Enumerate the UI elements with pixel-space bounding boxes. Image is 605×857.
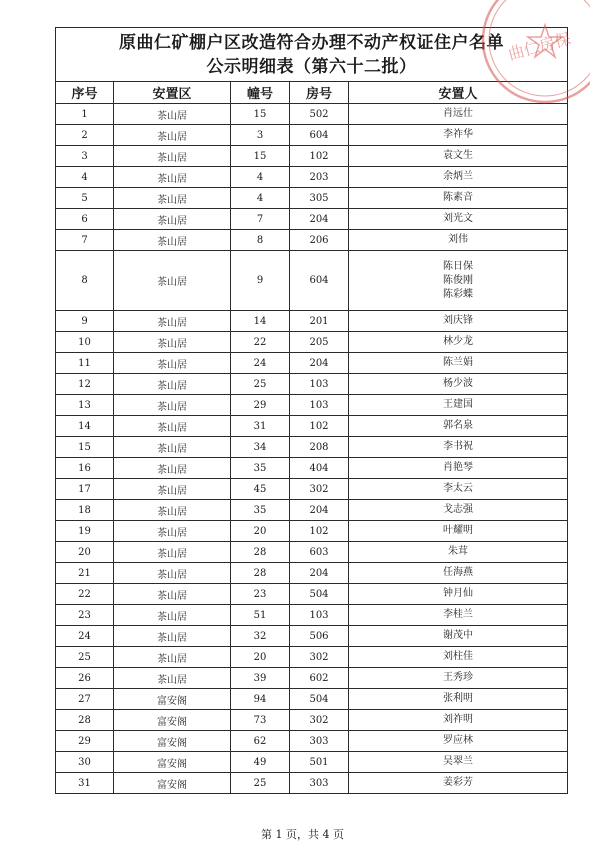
cell-no: 24 <box>56 626 114 647</box>
cell-resident <box>349 458 568 479</box>
cell-area: 富安阁 <box>114 752 231 773</box>
table-row <box>56 374 568 395</box>
cell-resident <box>349 626 568 647</box>
cell-building: 15 <box>231 104 290 125</box>
cell-resident <box>349 689 568 710</box>
resident-name: 肖艳琴 <box>443 462 474 473</box>
title-line-1: 原曲仁矿棚户区改造符合办理不动产权证住户名单 <box>119 32 505 53</box>
cell-room: 102 <box>290 521 349 542</box>
cell-no: 6 <box>56 209 114 230</box>
residents-table <box>55 27 568 794</box>
cell-no: 31 <box>56 773 114 794</box>
table-row <box>56 416 568 437</box>
cell-area: 富安阁 <box>114 731 231 752</box>
cell-area: 茶山居 <box>114 311 231 332</box>
cell-room: 201 <box>290 311 349 332</box>
table-row <box>56 332 568 353</box>
cell-building: 3 <box>231 125 290 146</box>
table-row <box>56 209 568 230</box>
resident-name: 袁文生 <box>443 150 474 161</box>
cell-resident <box>349 230 568 251</box>
table-row <box>56 668 568 689</box>
cell-area: 茶山居 <box>114 353 231 374</box>
cell-resident <box>349 668 568 689</box>
resident-name: 陈彩蝶 <box>443 288 474 300</box>
cell-room: 102 <box>290 416 349 437</box>
cell-no: 7 <box>56 230 114 251</box>
cell-building: 25 <box>231 773 290 794</box>
cell-no: 1 <box>56 104 114 125</box>
cell-resident <box>349 647 568 668</box>
resident-name: 罗应林 <box>443 735 474 746</box>
title-line-2: 公示明细表（第六十二批） <box>206 56 417 77</box>
resident-name: 刘伟 <box>448 234 469 245</box>
resident-name: 李太云 <box>443 483 474 494</box>
resident-name: 肖远仕 <box>443 108 474 119</box>
table-row <box>56 479 568 500</box>
resident-name: 姜彩芳 <box>443 777 474 788</box>
table-row <box>56 626 568 647</box>
cell-no: 26 <box>56 668 114 689</box>
cell-no: 16 <box>56 458 114 479</box>
table-row <box>56 251 568 311</box>
cell-room: 302 <box>290 647 349 668</box>
cell-building: 24 <box>231 353 290 374</box>
cell-resident <box>349 563 568 584</box>
cell-area: 茶山居 <box>114 125 231 146</box>
cell-room: 501 <box>290 752 349 773</box>
cell-no: 3 <box>56 146 114 167</box>
header-no: 序号 <box>56 82 114 104</box>
cell-building: 4 <box>231 167 290 188</box>
table-row <box>56 146 568 167</box>
cell-building: 28 <box>231 542 290 563</box>
table-row <box>56 731 568 752</box>
cell-area: 茶山居 <box>114 542 231 563</box>
cell-resident <box>349 773 568 794</box>
cell-resident <box>349 521 568 542</box>
cell-building: 4 <box>231 188 290 209</box>
cell-area: 茶山居 <box>114 521 231 542</box>
cell-area: 茶山居 <box>114 167 231 188</box>
resident-name: 林少龙 <box>443 336 474 347</box>
cell-room: 102 <box>290 146 349 167</box>
cell-no: 25 <box>56 647 114 668</box>
cell-building: 20 <box>231 521 290 542</box>
resident-name: 杨少波 <box>443 378 474 389</box>
table-row <box>56 521 568 542</box>
cell-no: 30 <box>56 752 114 773</box>
table-row <box>56 437 568 458</box>
resident-name: 张利明 <box>443 693 474 704</box>
cell-no: 13 <box>56 395 114 416</box>
cell-room: 204 <box>290 563 349 584</box>
cell-room: 203 <box>290 167 349 188</box>
cell-area: 茶山居 <box>114 647 231 668</box>
table-row <box>56 311 568 332</box>
cell-resident <box>349 395 568 416</box>
cell-building: 7 <box>231 209 290 230</box>
header-building: 幢号 <box>231 82 290 104</box>
cell-resident <box>349 311 568 332</box>
table-row <box>56 542 568 563</box>
resident-name: 钟月仙 <box>443 588 474 599</box>
cell-room: 103 <box>290 374 349 395</box>
cell-building: 32 <box>231 626 290 647</box>
cell-building: 49 <box>231 752 290 773</box>
cell-building: 9 <box>231 251 290 311</box>
cell-no: 14 <box>56 416 114 437</box>
resident-name: 李桂兰 <box>443 609 474 620</box>
resident-name: 李祚华 <box>443 129 474 140</box>
cell-room: 502 <box>290 104 349 125</box>
table-row <box>56 458 568 479</box>
table-row <box>56 773 568 794</box>
table-row <box>56 710 568 731</box>
cell-room: 504 <box>290 689 349 710</box>
header-area: 安置区 <box>114 82 231 104</box>
cell-room: 604 <box>290 251 349 311</box>
cell-resident <box>349 374 568 395</box>
cell-area: 茶山居 <box>114 104 231 125</box>
cell-resident <box>349 500 568 521</box>
cell-resident <box>349 125 568 146</box>
resident-name: 王秀珍 <box>443 672 474 683</box>
resident-name: 谢茂中 <box>443 630 474 641</box>
cell-no: 11 <box>56 353 114 374</box>
header-resident: 安置人 <box>349 82 568 104</box>
cell-room: 303 <box>290 773 349 794</box>
cell-resident <box>349 731 568 752</box>
cell-area: 茶山居 <box>114 332 231 353</box>
cell-building: 20 <box>231 647 290 668</box>
table-row <box>56 353 568 374</box>
cell-building: 25 <box>231 374 290 395</box>
cell-resident <box>349 752 568 773</box>
cell-building: 8 <box>231 230 290 251</box>
header-room: 房号 <box>290 82 349 104</box>
table-row <box>56 689 568 710</box>
resident-name: 叶耀明 <box>443 525 474 536</box>
cell-room: 103 <box>290 605 349 626</box>
resident-name: 陈日保 <box>443 260 474 272</box>
cell-building: 39 <box>231 668 290 689</box>
table-row <box>56 584 568 605</box>
cell-no: 17 <box>56 479 114 500</box>
cell-room: 602 <box>290 668 349 689</box>
cell-room: 404 <box>290 458 349 479</box>
cell-area: 茶山居 <box>114 479 231 500</box>
cell-room: 302 <box>290 710 349 731</box>
table-row <box>56 500 568 521</box>
cell-building: 35 <box>231 500 290 521</box>
cell-room: 506 <box>290 626 349 647</box>
cell-resident <box>349 332 568 353</box>
cell-building: 35 <box>231 458 290 479</box>
cell-building: 94 <box>231 689 290 710</box>
table-row <box>56 647 568 668</box>
cell-area: 茶山居 <box>114 458 231 479</box>
cell-area: 茶山居 <box>114 374 231 395</box>
page-footer: 第 1 页，共 4 页 <box>261 828 344 841</box>
cell-resident <box>349 251 568 311</box>
cell-resident <box>349 353 568 374</box>
cell-room: 208 <box>290 437 349 458</box>
cell-room: 204 <box>290 500 349 521</box>
cell-room: 206 <box>290 230 349 251</box>
table-row <box>56 563 568 584</box>
cell-no: 22 <box>56 584 114 605</box>
cell-area: 茶山居 <box>114 605 231 626</box>
table-row <box>56 230 568 251</box>
cell-resident <box>349 167 568 188</box>
cell-no: 10 <box>56 332 114 353</box>
table-row <box>56 104 568 125</box>
cell-building: 22 <box>231 332 290 353</box>
table-row <box>56 188 568 209</box>
resident-name: 刘光文 <box>443 213 474 224</box>
cell-room: 302 <box>290 479 349 500</box>
resident-name: 余炳兰 <box>443 171 474 182</box>
cell-no: 15 <box>56 437 114 458</box>
cell-building: 62 <box>231 731 290 752</box>
cell-room: 204 <box>290 353 349 374</box>
resident-name: 王建国 <box>443 399 474 410</box>
cell-area: 茶山居 <box>114 668 231 689</box>
resident-name: 吴翠兰 <box>443 756 474 767</box>
cell-area: 茶山居 <box>114 626 231 647</box>
cell-no: 23 <box>56 605 114 626</box>
resident-name: 李书祝 <box>443 441 474 452</box>
cell-area: 茶山居 <box>114 188 231 209</box>
cell-area: 茶山居 <box>114 230 231 251</box>
cell-no: 20 <box>56 542 114 563</box>
cell-building: 28 <box>231 563 290 584</box>
cell-resident <box>349 104 568 125</box>
cell-area: 茶山居 <box>114 146 231 167</box>
cell-building: 45 <box>231 479 290 500</box>
resident-name: 陈俊刚 <box>443 274 474 286</box>
cell-no: 28 <box>56 710 114 731</box>
resident-name: 刘柱佳 <box>443 651 474 662</box>
cell-room: 305 <box>290 188 349 209</box>
cell-area: 茶山居 <box>114 584 231 605</box>
cell-resident <box>349 416 568 437</box>
cell-building: 51 <box>231 605 290 626</box>
cell-no: 18 <box>56 500 114 521</box>
cell-no: 8 <box>56 251 114 311</box>
cell-no: 12 <box>56 374 114 395</box>
cell-area: 茶山居 <box>114 251 231 311</box>
table-row <box>56 605 568 626</box>
cell-no: 27 <box>56 689 114 710</box>
document-title <box>56 28 568 82</box>
table-row <box>56 167 568 188</box>
cell-area: 富安阁 <box>114 773 231 794</box>
cell-building: 14 <box>231 311 290 332</box>
cell-resident <box>349 605 568 626</box>
resident-name: 戈志强 <box>443 504 474 515</box>
cell-resident <box>349 146 568 167</box>
resident-name: 郭名泉 <box>443 420 474 431</box>
cell-resident <box>349 584 568 605</box>
cell-area: 富安阁 <box>114 710 231 731</box>
table-row <box>56 752 568 773</box>
cell-building: 31 <box>231 416 290 437</box>
cell-building: 73 <box>231 710 290 731</box>
cell-no: 4 <box>56 167 114 188</box>
cell-resident <box>349 209 568 230</box>
cell-room: 603 <box>290 542 349 563</box>
svg-text:曲仁房保: 曲仁房保 <box>506 28 573 64</box>
cell-area: 茶山居 <box>114 416 231 437</box>
cell-room: 103 <box>290 395 349 416</box>
cell-resident <box>349 542 568 563</box>
cell-no: 5 <box>56 188 114 209</box>
cell-area: 茶山居 <box>114 209 231 230</box>
resident-name: 刘庆锋 <box>443 315 474 326</box>
cell-area: 茶山居 <box>114 437 231 458</box>
cell-no: 29 <box>56 731 114 752</box>
resident-name: 任海燕 <box>443 567 474 578</box>
cell-resident <box>349 479 568 500</box>
cell-resident <box>349 710 568 731</box>
cell-area: 富安阁 <box>114 689 231 710</box>
table-header-row <box>56 82 568 104</box>
table-row <box>56 395 568 416</box>
cell-area: 茶山居 <box>114 500 231 521</box>
resident-name: 陈素音 <box>443 192 474 203</box>
cell-no: 9 <box>56 311 114 332</box>
cell-room: 303 <box>290 731 349 752</box>
resident-name: 朱茸 <box>448 546 469 557</box>
cell-building: 34 <box>231 437 290 458</box>
cell-room: 604 <box>290 125 349 146</box>
cell-resident <box>349 188 568 209</box>
cell-building: 15 <box>231 146 290 167</box>
cell-no: 2 <box>56 125 114 146</box>
table-row <box>56 125 568 146</box>
table-body <box>56 104 568 794</box>
cell-area: 茶山居 <box>114 395 231 416</box>
cell-resident <box>349 437 568 458</box>
cell-room: 204 <box>290 209 349 230</box>
cell-area: 茶山居 <box>114 563 231 584</box>
cell-building: 29 <box>231 395 290 416</box>
resident-name: 陈兰娟 <box>443 357 474 368</box>
cell-no: 19 <box>56 521 114 542</box>
cell-no: 21 <box>56 563 114 584</box>
cell-room: 205 <box>290 332 349 353</box>
cell-building: 23 <box>231 584 290 605</box>
cell-room: 504 <box>290 584 349 605</box>
resident-name: 刘祚明 <box>443 714 474 725</box>
